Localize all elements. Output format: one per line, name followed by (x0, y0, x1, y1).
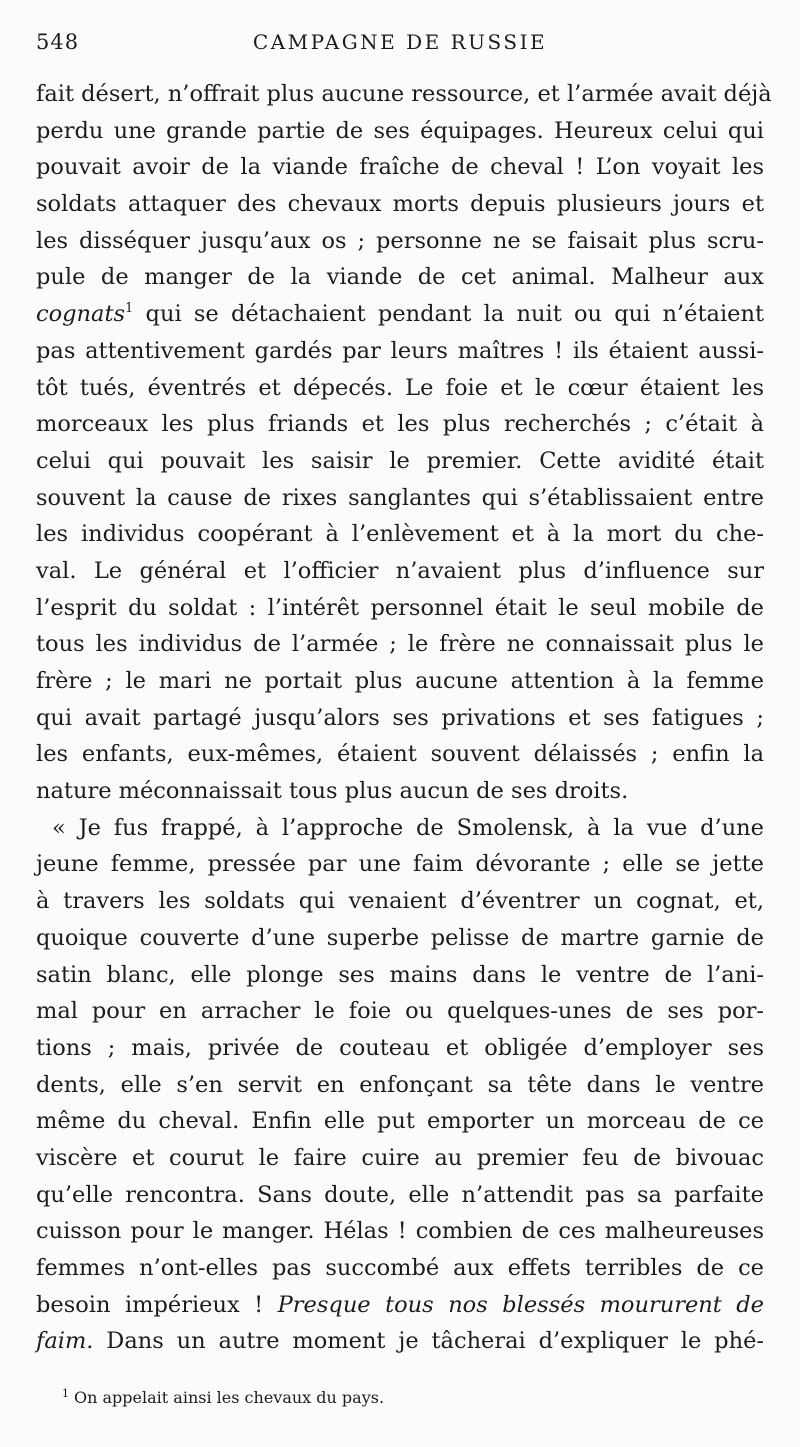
text-line: les enfants, eux-mêmes, étaient souvent délaissés ; enfin la (36, 741, 764, 768)
text-line: val. Le général et l’officier n’avaient plus d’influence sur (36, 557, 764, 584)
footnote-reference: 1 (125, 301, 134, 317)
text-line: satin blanc, elle plonge ses mains dans le ventre de l’ani- (36, 961, 764, 988)
italic-term-cognats: cognats (36, 301, 126, 328)
text-run: besoin impérieux ! (36, 1291, 278, 1318)
text-line: qui avait partagé jusqu’alors ses privations et ses fatigues ; (36, 704, 764, 731)
text-line (36, 1323, 764, 1360)
text-line (36, 1287, 764, 1324)
running-head: CAMPAGNE DE RUSSIE (252, 30, 548, 54)
text-line: frère ; le mari ne portait plus aucune attention à la femme (36, 668, 764, 694)
text-line: nature méconnaissait tous plus aucun de ses droits. (36, 778, 629, 805)
text-line: dents, elle s’en servit en enfonçant sa tête dans le ventre (36, 1071, 764, 1098)
text-line: femmes n’ont-elles pas succombé aux effets terribles de ce (36, 1255, 764, 1281)
text-line: fait désert, n’offrait plus aucune ressource, et l’armée avait déjà (36, 81, 772, 107)
text-line: cuisson pour le manger. Hélas ! combien de ces malheureuses (36, 1218, 764, 1245)
text-line (36, 296, 764, 333)
text-line: pouvait avoir de la viande fraîche de cheval ! L’on voyait les (36, 154, 764, 181)
text-line: perdu une grande partie de ses équipages. Heureux celui qui (36, 117, 764, 144)
text-line: à travers les soldats qui venaient d’éventrer un cognat, et, (36, 888, 764, 915)
text-line: qu’elle rencontra. Sans doute, elle n’attendit pas sa parfaite (36, 1181, 764, 1208)
text-line: même du cheval. Enfin elle put emporter un morceau de ce (36, 1108, 764, 1135)
text-line: soldats attaquer des chevaux morts depuis plusieurs jours et (36, 191, 764, 218)
text-line: les individus coopérant à l’enlèvement et à la mort du che- (36, 521, 764, 548)
body-text (36, 76, 772, 1360)
text-line: tions ; mais, privée de couteau et obligée d’employer ses (36, 1034, 764, 1061)
text-line: « Je fus frappé, à l’approche de Smolensk, à la vue d’une (52, 814, 764, 841)
text-line: quoique couverte d’une superbe pelisse de martre garnie de (36, 924, 764, 951)
text-line: tôt tués, éventrés et dépecés. Le foie et le cœur étaient les (36, 374, 764, 401)
page-number: 548 (36, 30, 80, 54)
footnote (62, 1388, 384, 1407)
text-line: morceaux les plus friands et les plus recherchés ; c’était à (36, 411, 764, 438)
text-line: souvent la cause de rixes sanglantes qui s’établissaient entre (36, 484, 764, 511)
text-line: viscère et courut le faire cuire au premier feu de bivouac (36, 1144, 764, 1171)
page-header (36, 30, 764, 62)
text-line: tous les individus de l’armée ; le frère ne connaissait plus le (36, 631, 764, 658)
text-run: Dans un autre moment je tâcherai d’expliquer le phé- (93, 1328, 764, 1355)
text-line: pas attentivement gardés par leurs maîtres ! ils étaient aussi- (36, 337, 764, 364)
text-line: pule de manger de la viande de cet animal. Malheur aux (36, 264, 764, 291)
text-line: celui qui pouvait les saisir le premier. Cette avidité était (36, 447, 764, 474)
footnote-text: On appelait ainsi les chevaux du pays. (74, 1388, 385, 1407)
italic-quote: Presque tous nos blessés moururent de (277, 1291, 764, 1318)
text-line: l’esprit du soldat : l’intérêt personnel était le seul mobile de (36, 594, 764, 621)
italic-quote-end: faim. (36, 1328, 94, 1355)
text-line: jeune femme, pressée par une faim dévorante ; elle se jette (36, 851, 764, 878)
text-line: mal pour en arracher le foie ou quelques-unes de ses por- (36, 998, 764, 1025)
footnote-mark: 1 (62, 1387, 69, 1400)
text-run: qui se détachaient pendant la nuit ou qui n’étaient (133, 301, 764, 328)
text-line: les disséquer jusqu’aux os ; personne ne se faisait plus scru- (36, 227, 764, 254)
